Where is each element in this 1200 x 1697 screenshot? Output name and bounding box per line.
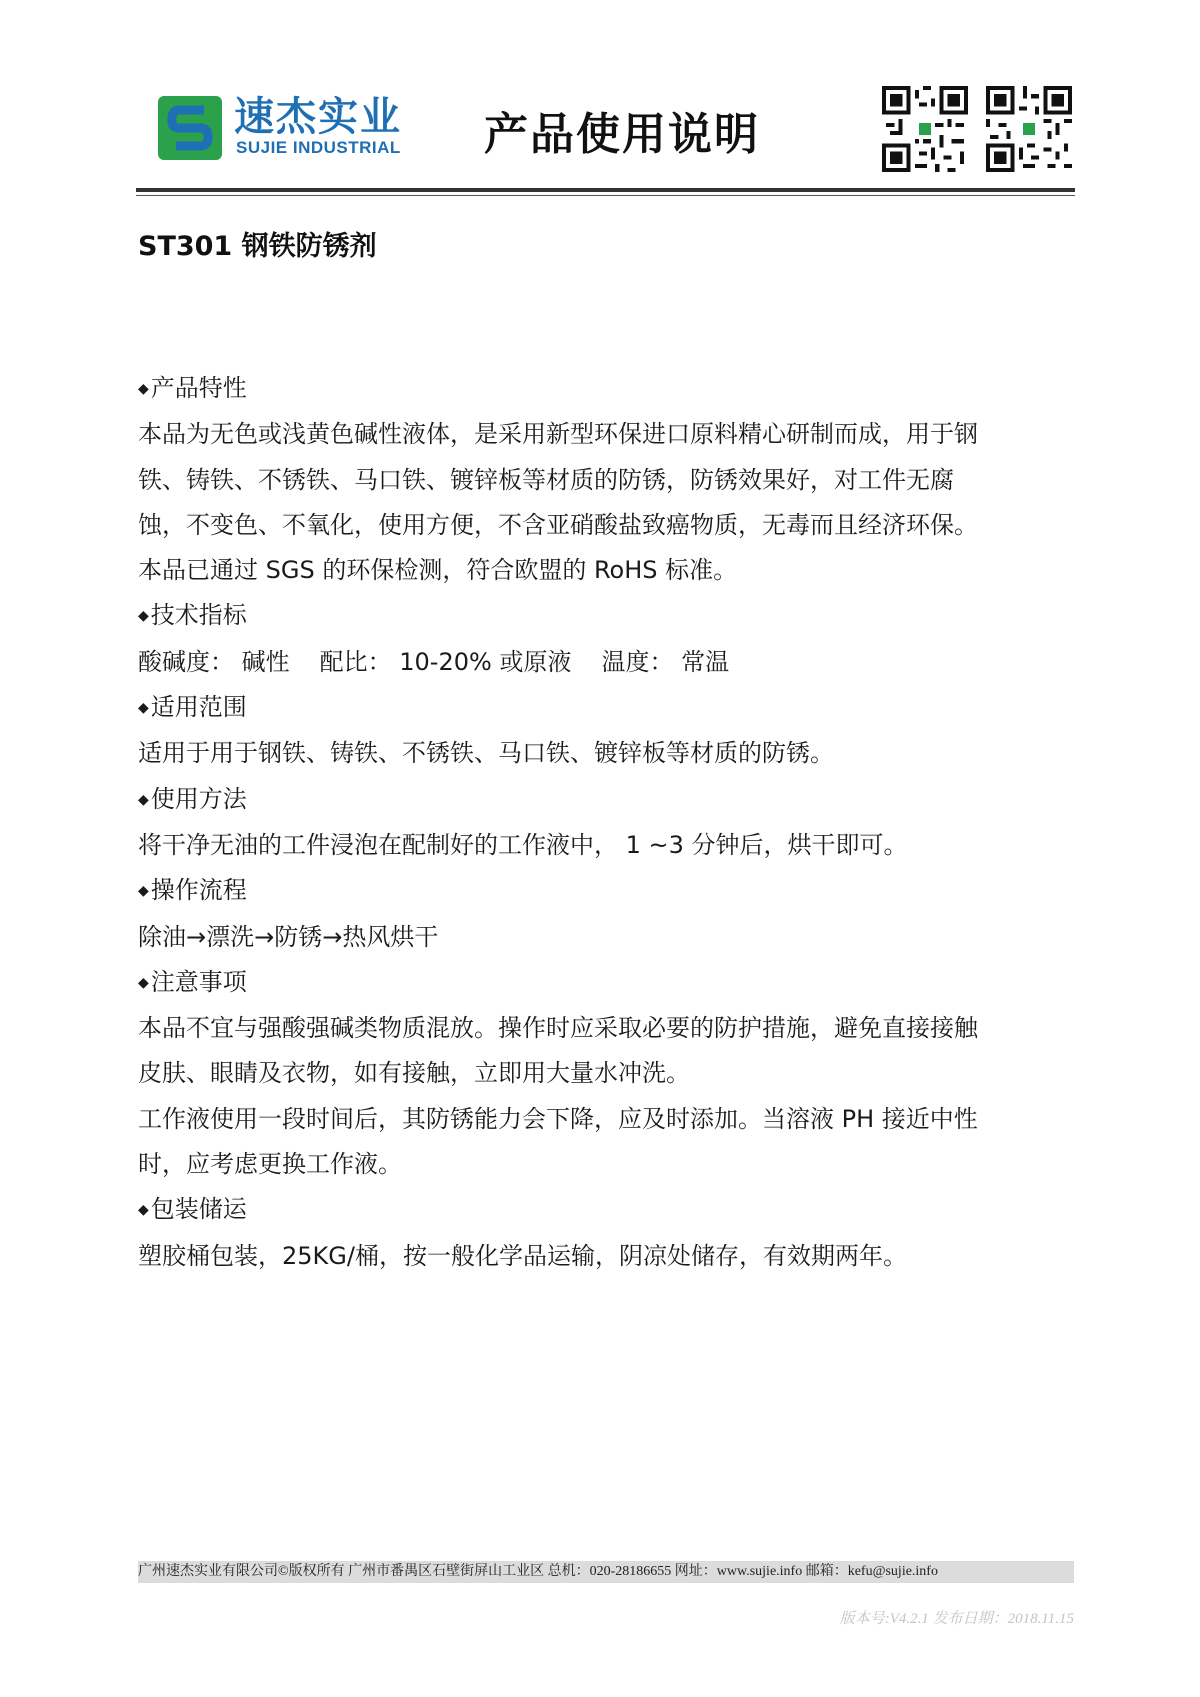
usage-text: 将干净无油的工件浸泡在配制好的工作液中， 1 ~3 分钟后，烘干即可。: [138, 830, 908, 859]
header-divider: [136, 188, 1075, 192]
product-name: ST301 钢铁防锈剂: [138, 231, 377, 262]
section-heading-packaging: ◆ 包装储运: [138, 1187, 1078, 1233]
scope-text: 适用于用于钢铁、铸铁、不锈铁、马口铁、镀锌板等材质的防锈。: [138, 739, 834, 768]
spec-temperature: 温度： 常温: [601, 647, 730, 676]
section-heading-scope: ◆ 适用范围: [138, 685, 1078, 731]
qr-code-icon: [986, 86, 1072, 172]
section-heading-usage: ◆ 使用方法: [138, 777, 1078, 823]
specs-line: [138, 640, 1078, 685]
header-divider-thin: [136, 195, 1075, 196]
section-heading-features: ◆ 产品特性: [138, 366, 1078, 412]
footer-copyright: 广州速杰实业有限公司©版权所有 广州市番禺区石壁街屏山工业区 总机：020-28186655 网址：www.sujie.info 邮箱：kefu@sujie.info: [138, 1561, 1074, 1583]
spec-ratio: 配比： 10-20% 或原液: [319, 647, 572, 676]
version-info: 版本号:V4.2.1 发布日期：2018.11.15: [839, 1611, 1074, 1627]
features-line: 本品为无色或浅黄色碱性液体，是采用新型环保进口原料精心研制而成，用于钢: [138, 420, 978, 449]
document-body: [138, 366, 1078, 1279]
logo-english-name: SUJIE INDUSTRIAL: [236, 138, 401, 157]
notes-line: 本品不宜与强酸强碱类物质混放。操作时应采取必要的防护措施，避免直接接触: [138, 1014, 978, 1043]
packaging-text: 塑胶桶包装，25KG/桶，按一般化学品运输，阴凉处储存，有效期两年。: [138, 1241, 907, 1270]
qr-code-icon: [882, 86, 968, 172]
process-text: 除油→漂洗→防锈→热风烘干: [138, 922, 439, 951]
notes-line: 皮肤、眼睛及衣物，如有接触，立即用大量水冲洗。: [138, 1059, 690, 1088]
features-line: 铁、铸铁、不锈铁、马口铁、镀锌板等材质的防锈，防锈效果好，对工件无腐: [138, 465, 954, 494]
features-line: 蚀，不变色、不氧化，使用方便，不含亚硝酸盐致癌物质，无毒而且经济环保。: [138, 510, 978, 539]
section-heading-process: ◆ 操作流程: [138, 868, 1078, 914]
logo-chinese-name: 速杰实业: [234, 94, 402, 140]
features-line: 本品已通过 SGS 的环保检测，符合欧盟的 RoHS 标准。: [138, 556, 738, 585]
company-logo: [158, 94, 408, 162]
section-heading-specs: ◆ 技术指标: [138, 593, 1078, 639]
section-heading-notes: ◆ 注意事项: [138, 960, 1078, 1006]
document-title: 产品使用说明: [484, 109, 760, 160]
notes-line: 时，应考虑更换工作液。: [138, 1150, 402, 1179]
sujie-logo-icon: [158, 96, 222, 160]
spec-acidity: 酸碱度： 碱性: [138, 647, 290, 676]
notes-line: 工作液使用一段时间后，其防锈能力会下降，应及时添加。当溶液 PH 接近中性: [138, 1104, 978, 1133]
